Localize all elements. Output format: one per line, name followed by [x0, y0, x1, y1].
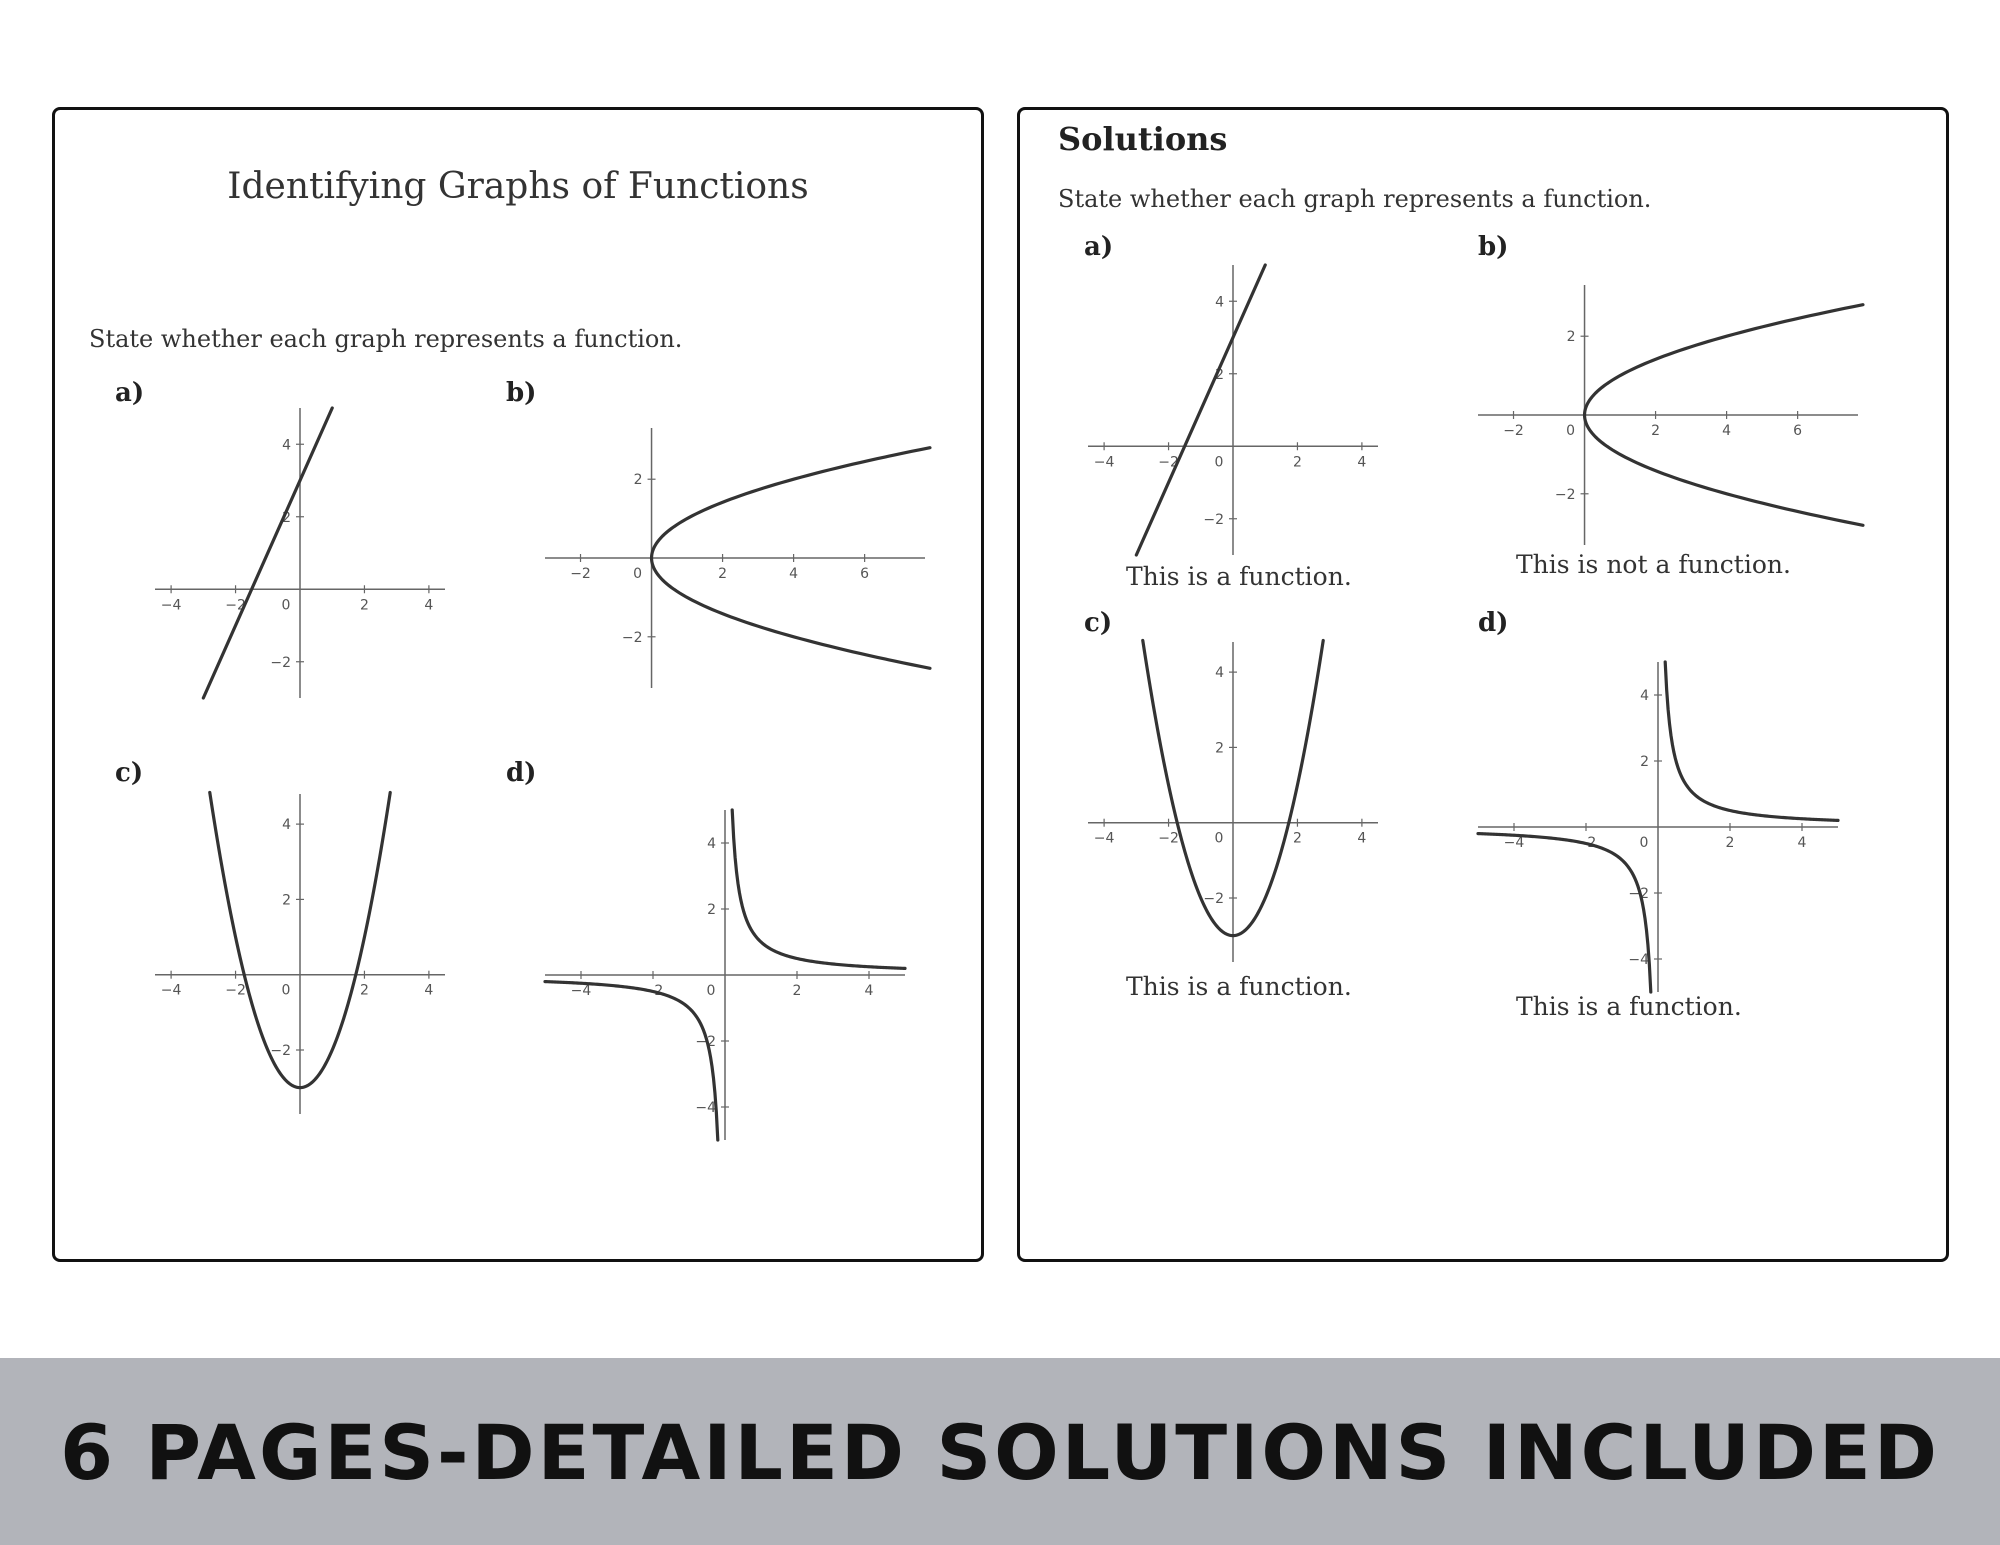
solutions-graph-b	[1478, 285, 1858, 545]
y-tick-label: 2	[633, 472, 643, 489]
y-tick-label: −2	[1554, 486, 1576, 503]
x-tick-label: 6	[1793, 423, 1803, 439]
x-tick-label: 2	[1651, 423, 1661, 439]
y-tick-label: −2	[695, 1034, 716, 1050]
worksheet-graph-c	[155, 794, 445, 1114]
y-tick-label: −4	[695, 1100, 716, 1116]
y-tick-label: 2	[1215, 740, 1224, 757]
x-tick-label: −2	[1158, 830, 1179, 847]
bottom-banner	[0, 1358, 2000, 1545]
x-tick-label: 0	[281, 597, 291, 614]
y-tick-label: −2	[270, 1043, 291, 1059]
x-tick-label: −4	[160, 597, 182, 614]
x-tick-label: −2	[570, 566, 591, 582]
x-tick-label: 4	[864, 983, 874, 999]
worksheet-graph-b	[545, 428, 925, 688]
x-tick-label: −4	[160, 982, 182, 999]
function-curve	[1136, 265, 1265, 555]
y-tick-label: 2	[707, 902, 716, 918]
banner-text: 6 PAGES-DETAILED SOLUTIONS INCLUDED	[60, 1408, 1940, 1497]
x-tick-label: 4	[789, 566, 799, 582]
y-tick-label: −2	[621, 629, 643, 646]
x-tick-label: −2	[225, 597, 246, 614]
y-tick-label: 2	[1566, 329, 1576, 346]
y-tick-label: 2	[1640, 754, 1649, 770]
y-tick-label: 2	[1215, 366, 1224, 383]
x-tick-label: 4	[1357, 454, 1367, 471]
x-tick-label: 4	[1722, 423, 1732, 439]
x-tick-label: −4	[1503, 835, 1525, 851]
y-tick-label: 4	[1215, 665, 1224, 682]
solutions-label-b: b)	[1478, 232, 1509, 262]
worksheet-title: Identifying Graphs of Functions	[227, 166, 809, 207]
y-tick-label: 2	[282, 892, 291, 909]
solutions-instruction: State whether each graph represents a function.	[1058, 185, 1652, 213]
x-tick-label: 0	[1639, 835, 1649, 851]
y-tick-label: −4	[1628, 952, 1649, 968]
worksheet-label-d: d)	[506, 758, 537, 788]
answer-c: This is a function.	[1126, 972, 1352, 1001]
worksheet-graph-a	[155, 408, 445, 698]
x-tick-label: −4	[1093, 830, 1115, 847]
x-tick-label: −2	[1575, 835, 1597, 851]
x-tick-label: −2	[1503, 423, 1524, 439]
x-tick-label: 2	[1292, 454, 1302, 471]
x-tick-label: 0	[1214, 454, 1224, 471]
x-tick-label: 4	[1797, 835, 1807, 851]
y-tick-label: −2	[1203, 511, 1224, 528]
solutions-graph-c	[1088, 642, 1378, 962]
y-tick-label: 4	[282, 817, 291, 834]
answer-a: This is a function.	[1126, 562, 1352, 591]
answer-b: This is not a function.	[1516, 550, 1791, 579]
y-tick-label: −2	[1203, 891, 1224, 907]
solutions-label-c: c)	[1084, 608, 1113, 638]
x-tick-label: −2	[225, 982, 246, 999]
solutions-graph-d	[1478, 662, 1838, 992]
y-tick-label: 4	[707, 836, 716, 852]
worksheet-label-c: c)	[115, 758, 144, 788]
x-tick-label: 2	[1292, 830, 1302, 847]
x-tick-label: 2	[718, 566, 728, 582]
answer-d: This is a function.	[1516, 992, 1742, 1021]
function-curve	[545, 982, 718, 1140]
x-tick-label: −4	[1093, 454, 1115, 471]
x-tick-label: 6	[860, 566, 870, 582]
worksheet-label-a: a)	[115, 378, 145, 408]
y-tick-label: 4	[1640, 688, 1649, 704]
x-tick-label: 4	[424, 982, 434, 999]
solutions-page	[1017, 107, 1949, 1262]
solutions-label-a: a)	[1084, 232, 1114, 262]
function-curve	[1478, 834, 1651, 992]
worksheet-instruction: State whether each graph represents a function.	[89, 325, 683, 353]
function-curve	[203, 408, 332, 698]
x-tick-label: 0	[706, 983, 716, 999]
x-tick-label: 2	[1725, 835, 1735, 851]
solutions-label-d: d)	[1478, 608, 1509, 638]
x-tick-label: 2	[792, 983, 802, 999]
y-tick-label: 4	[1215, 294, 1224, 311]
x-tick-label: 4	[1357, 830, 1367, 847]
x-tick-label: 4	[424, 597, 434, 614]
x-tick-label: −4	[570, 983, 592, 999]
worksheet-page	[52, 107, 984, 1262]
x-tick-label: −2	[1158, 454, 1179, 471]
solutions-graph-a	[1088, 265, 1378, 555]
function-curve	[732, 810, 905, 968]
function-curve	[1665, 662, 1838, 820]
x-tick-label: 0	[633, 566, 643, 582]
x-tick-label: −2	[642, 983, 664, 999]
x-tick-label: 0	[1566, 423, 1576, 439]
x-tick-label: 2	[359, 982, 369, 999]
y-tick-label: 2	[282, 509, 291, 526]
x-tick-label: 0	[281, 982, 291, 999]
y-tick-label: −2	[1628, 886, 1649, 902]
y-tick-label: −2	[270, 654, 291, 671]
x-tick-label: 2	[359, 597, 369, 614]
x-tick-label: 0	[1214, 830, 1224, 847]
worksheet-label-b: b)	[506, 378, 537, 408]
y-tick-label: 4	[282, 437, 291, 454]
worksheet-graph-d	[545, 810, 905, 1140]
solutions-title: Solutions	[1058, 120, 1228, 158]
